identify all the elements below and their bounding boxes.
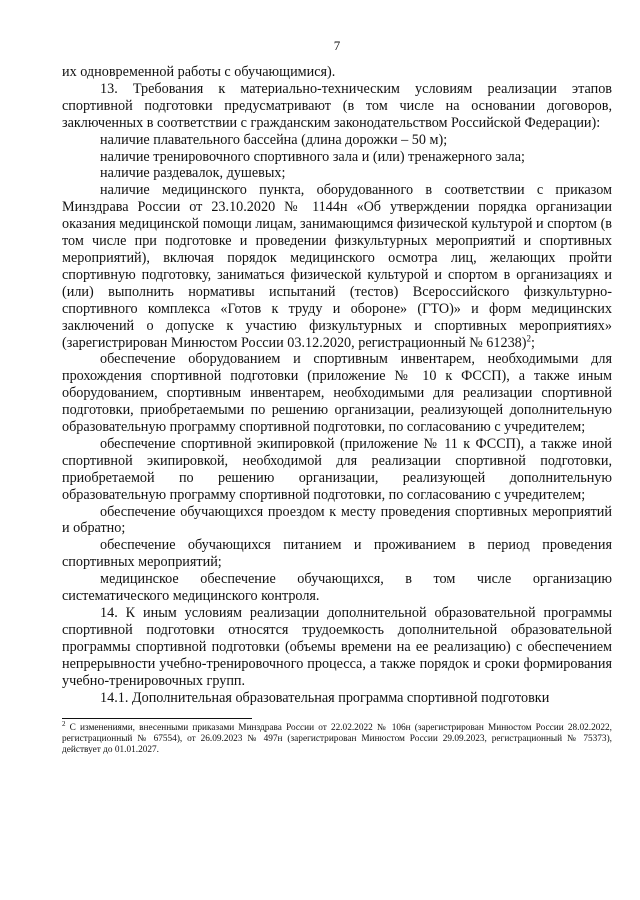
paragraph: наличие раздевалок, душевых; (100, 165, 286, 182)
footnote-reference: 2 (526, 332, 532, 343)
footnote-text: С изменениями, внесенными приказами Минздрава России от 22.02.2022 № 106н (зарегистрирован Минюстом России 28.02.2022, регистрационный № 67554), от 26.09.2023 № 497н (зарегистрирован Минюстом России 29.09.2023, регистрационный № 75373), действует до 01.01.2027. (62, 723, 612, 756)
footnote-marker: 2 (62, 720, 66, 729)
body-text (62, 64, 612, 706)
paragraph: 13. Требования к материально-техническим условиям реализации этапов спортивной подготовки предусматривают (в том числе на основании договоров, заключенных в соответствии с гражданским законодательством Российской Федерации): (62, 80, 612, 131)
paragraph: наличие плавательного бассейна (длина дорожки – 50 м); (100, 131, 448, 148)
footnote-divider (62, 718, 252, 719)
paragraph: наличие медицинского пункта, оборудованного в соответствии с приказом Минздрава России от 23.10.2020 № 1144н «Об утверждении порядка организации оказания медицинской помощи лицам, занимающимся физической культурой и спортом (в том числе при подготовке и проведении физкультурных мероприятий и спортивных мероприятий), включая порядок медицинского осмотра лиц, желающих пройти спортивную подготовку, заниматься физической культурой и спортом в организациях и (или) выполнить нормативы испытаний (тестов) Всероссийского физкультурно-спортивного комплекса «Готов к труду и обороне» (ГТО)» и форм медицинских заключений о допуске к участию физкультурных и спортивных мероприятиях» (зарегистрирован Минюстом России 03.12.2020, регистрационный № 61238)$^2$; (62, 182, 612, 351)
paragraph: наличие тренировочного спортивного зала и (или) тренажерного зала; (100, 148, 525, 165)
paragraph: 14.1. Дополнительная образовательная программа спортивной подготовки (100, 689, 550, 706)
paragraph: медицинское обеспечение обучающихся, в том числе организацию систематического медицинского контроля. (62, 571, 612, 605)
page-number: 7 (333, 38, 341, 53)
paragraph: их одновременной работы с обучающимися). (62, 64, 336, 80)
footnote (62, 720, 612, 756)
paragraph: обеспечение оборудованием и спортивным инвентарем, необходимыми для прохождения спортивной подготовки (приложение № 10 к ФССП), а также иным оборудованием, спортивным инвентарем, необходимыми для реализации спортивной подготовки, приобретаемыми по решению организации, реализующей дополнительную образовательную программу спортивной подготовки, по согласованию с учредителем; (62, 351, 612, 436)
paragraph: обеспечение обучающихся питанием и проживанием в период проведения спортивных мероприятий; (62, 537, 612, 571)
paragraph: обеспечение обучающихся проездом к месту проведения спортивных мероприятий и обратно; (62, 503, 612, 537)
paragraph: обеспечение спортивной экипировкой (приложение № 11 к ФССП), а также иной спортивной экипировкой, необходимой для реализации спортивной подготовки, приобретаемой по решению организации, реализующей дополнительную образовательную программу спортивной подготовки, по согласованию с учредителем; (62, 435, 612, 503)
paragraph: 14. К иным условиям реализации дополнительной образовательной программы спортивной подготовки относятся трудоемкость дополнительной образовательной программы спортивной подготовки (объемы времени на ее реализацию) с обеспечением непрерывности учебно-тренировочного процесса, а также порядок и сроки формирования учебно-тренировочных групп. (62, 605, 612, 689)
